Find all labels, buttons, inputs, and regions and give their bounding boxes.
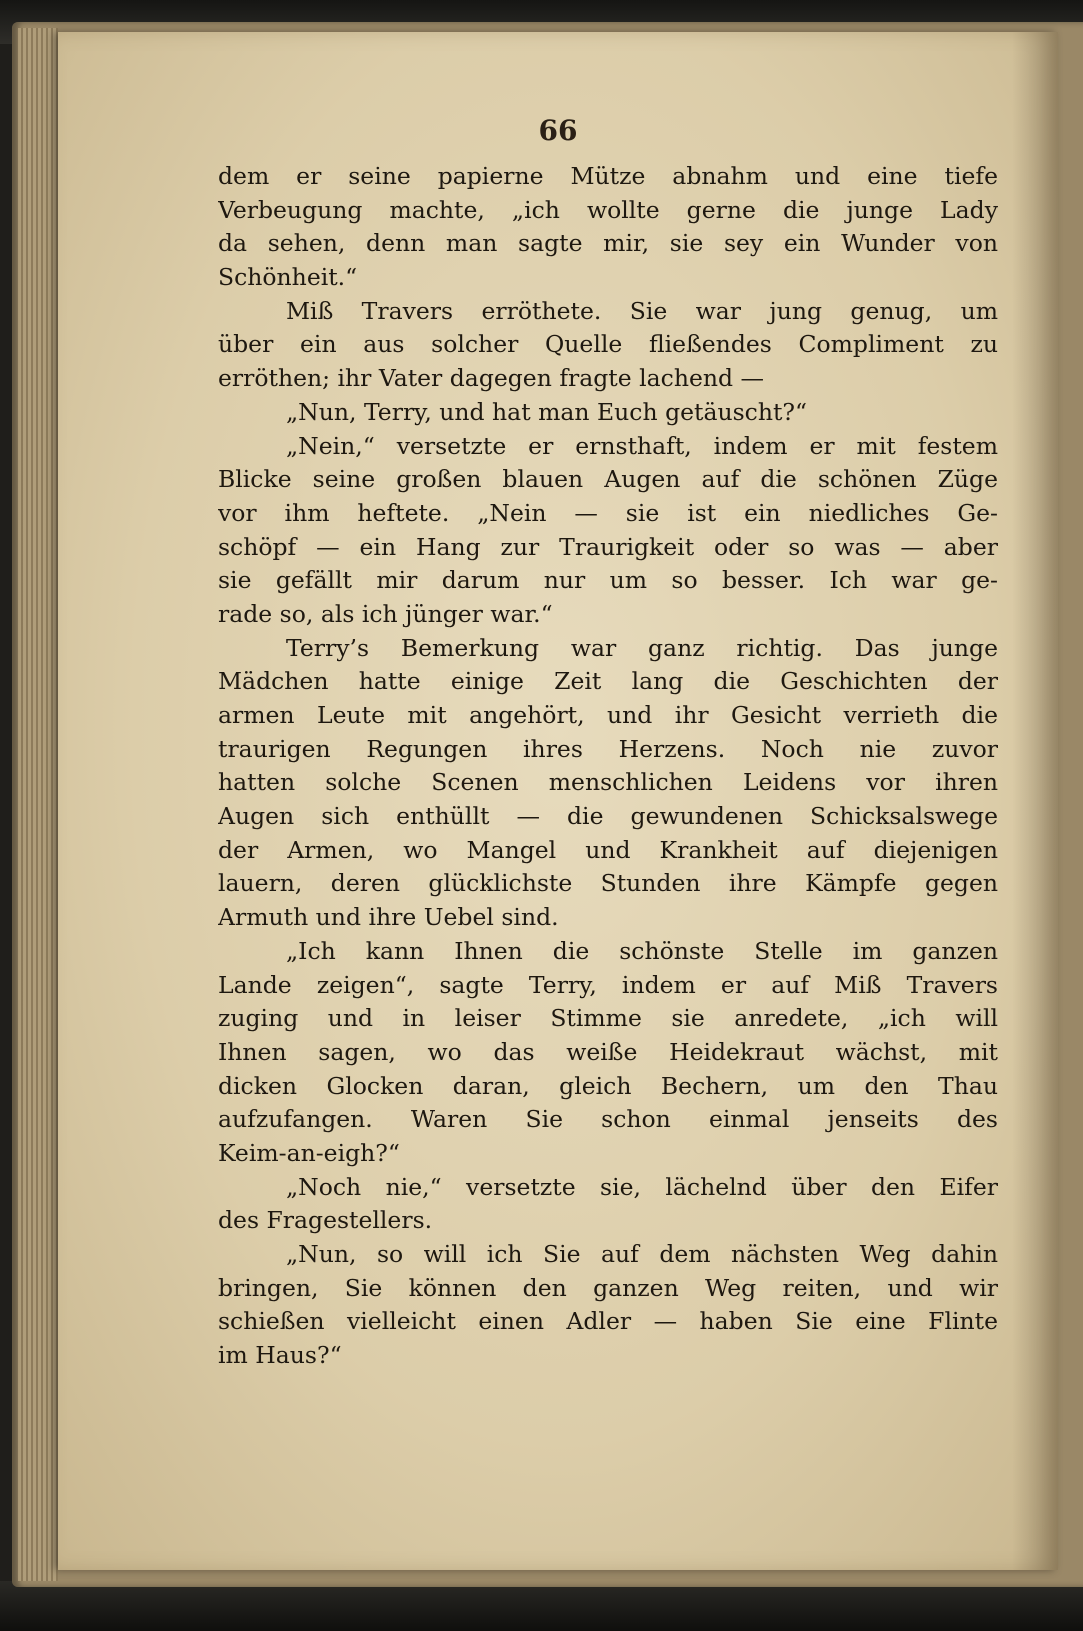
text-line: rade so, als ich jünger war.“ (218, 599, 553, 628)
page-gutter-shadow (1012, 32, 1058, 1570)
text-line: Blicke seine großen blauen Augen auf die schönen Züge (218, 465, 998, 494)
text-line: da sehen, denn man sagte mir, sie sey ein Wunder von (218, 229, 998, 258)
text-line: armen Leute mit angehört, und ihr Gesicht verrieth die (218, 701, 998, 729)
text-line: schöpf — ein Hang zur Traurigkeit oder so was — aber (218, 532, 998, 561)
text-line: lauern, deren glücklichste Stunden ihre Kämpfe gegen (218, 869, 998, 898)
text-line: Schönheit.“ (218, 263, 358, 292)
text-line: dem er seine papierne Mütze abnahm und eine tiefe (218, 162, 998, 190)
text-line: „Ich kann Ihnen die schönste Stelle im ganzen (286, 936, 998, 965)
text-line: bringen, Sie können den ganzen Weg reiten, und wir (218, 1273, 998, 1302)
text-line: Keim-an-eigh?“ (218, 1138, 400, 1167)
text-line: im Haus?“ (218, 1341, 342, 1370)
text-line: vor ihm heftete. „Nein — sie ist ein niedliches Ge- (218, 498, 998, 527)
text-line: Verbeugung machte, „ich wollte gerne die junge Lady (218, 195, 998, 224)
text-line: „Noch nie,“ versetzte sie, lächelnd über den Eifer (286, 1172, 998, 1201)
text-line: Lande zeigen“, sagte Terry, indem er auf Miß Travers (218, 970, 998, 999)
text-line: dicken Glocken daran, gleich Bechern, um den Thau (218, 1071, 998, 1100)
text-line: Terry’s Bemerkung war ganz richtig. Das junge (286, 633, 998, 662)
text-line: „Nein,“ versetzte er ernsthaft, indem er mit festem (286, 431, 998, 460)
text-line: der Armen, wo Mangel und Krankheit auf diejenigen (218, 835, 998, 864)
text-line: schießen vielleicht einen Adler — haben Sie eine Flinte (218, 1307, 998, 1336)
text-line: „Nun, so will ich Sie auf dem nächsten Weg dahin (286, 1240, 998, 1268)
page-number: 66 (538, 114, 578, 147)
text-line: Armuth und ihre Uebel sind. (218, 903, 559, 932)
text-line: sie gefällt mir darum nur um so besser. Ich war ge- (218, 566, 998, 595)
book-cover-bottom (0, 1581, 1083, 1631)
text-line: zuging und in leiser Stimme sie anredete, „ich will (218, 1004, 998, 1033)
text-line: traurigen Regungen ihres Herzens. Noch nie zuvor (218, 734, 998, 763)
text-line: Ihnen sagen, wo das weiße Heidekraut wächst, mit (218, 1037, 998, 1066)
text-line: Augen sich enthüllt — die gewundenen Schicksalswege (218, 802, 998, 831)
text-line: erröthen; ihr Vater dagegen fragte lachend — (218, 364, 765, 393)
text-line: des Fragestellers. (218, 1206, 433, 1235)
book-page (58, 32, 1058, 1570)
text-line: „Nun, Terry, und hat man Euch getäuscht?“ (286, 397, 808, 426)
body-text (218, 160, 998, 1373)
text-line: hatten solche Scenen menschlichen Leidens vor ihren (218, 768, 998, 797)
text-line: über ein aus solcher Quelle fließendes Compliment zu (218, 330, 998, 359)
text-line: aufzufangen. Waren Sie schon einmal jenseits des (218, 1105, 998, 1134)
text-line: Mädchen hatte einige Zeit lang die Geschichten der (218, 667, 998, 696)
text-line: Miß Travers erröthete. Sie war jung genug, um (286, 296, 998, 325)
